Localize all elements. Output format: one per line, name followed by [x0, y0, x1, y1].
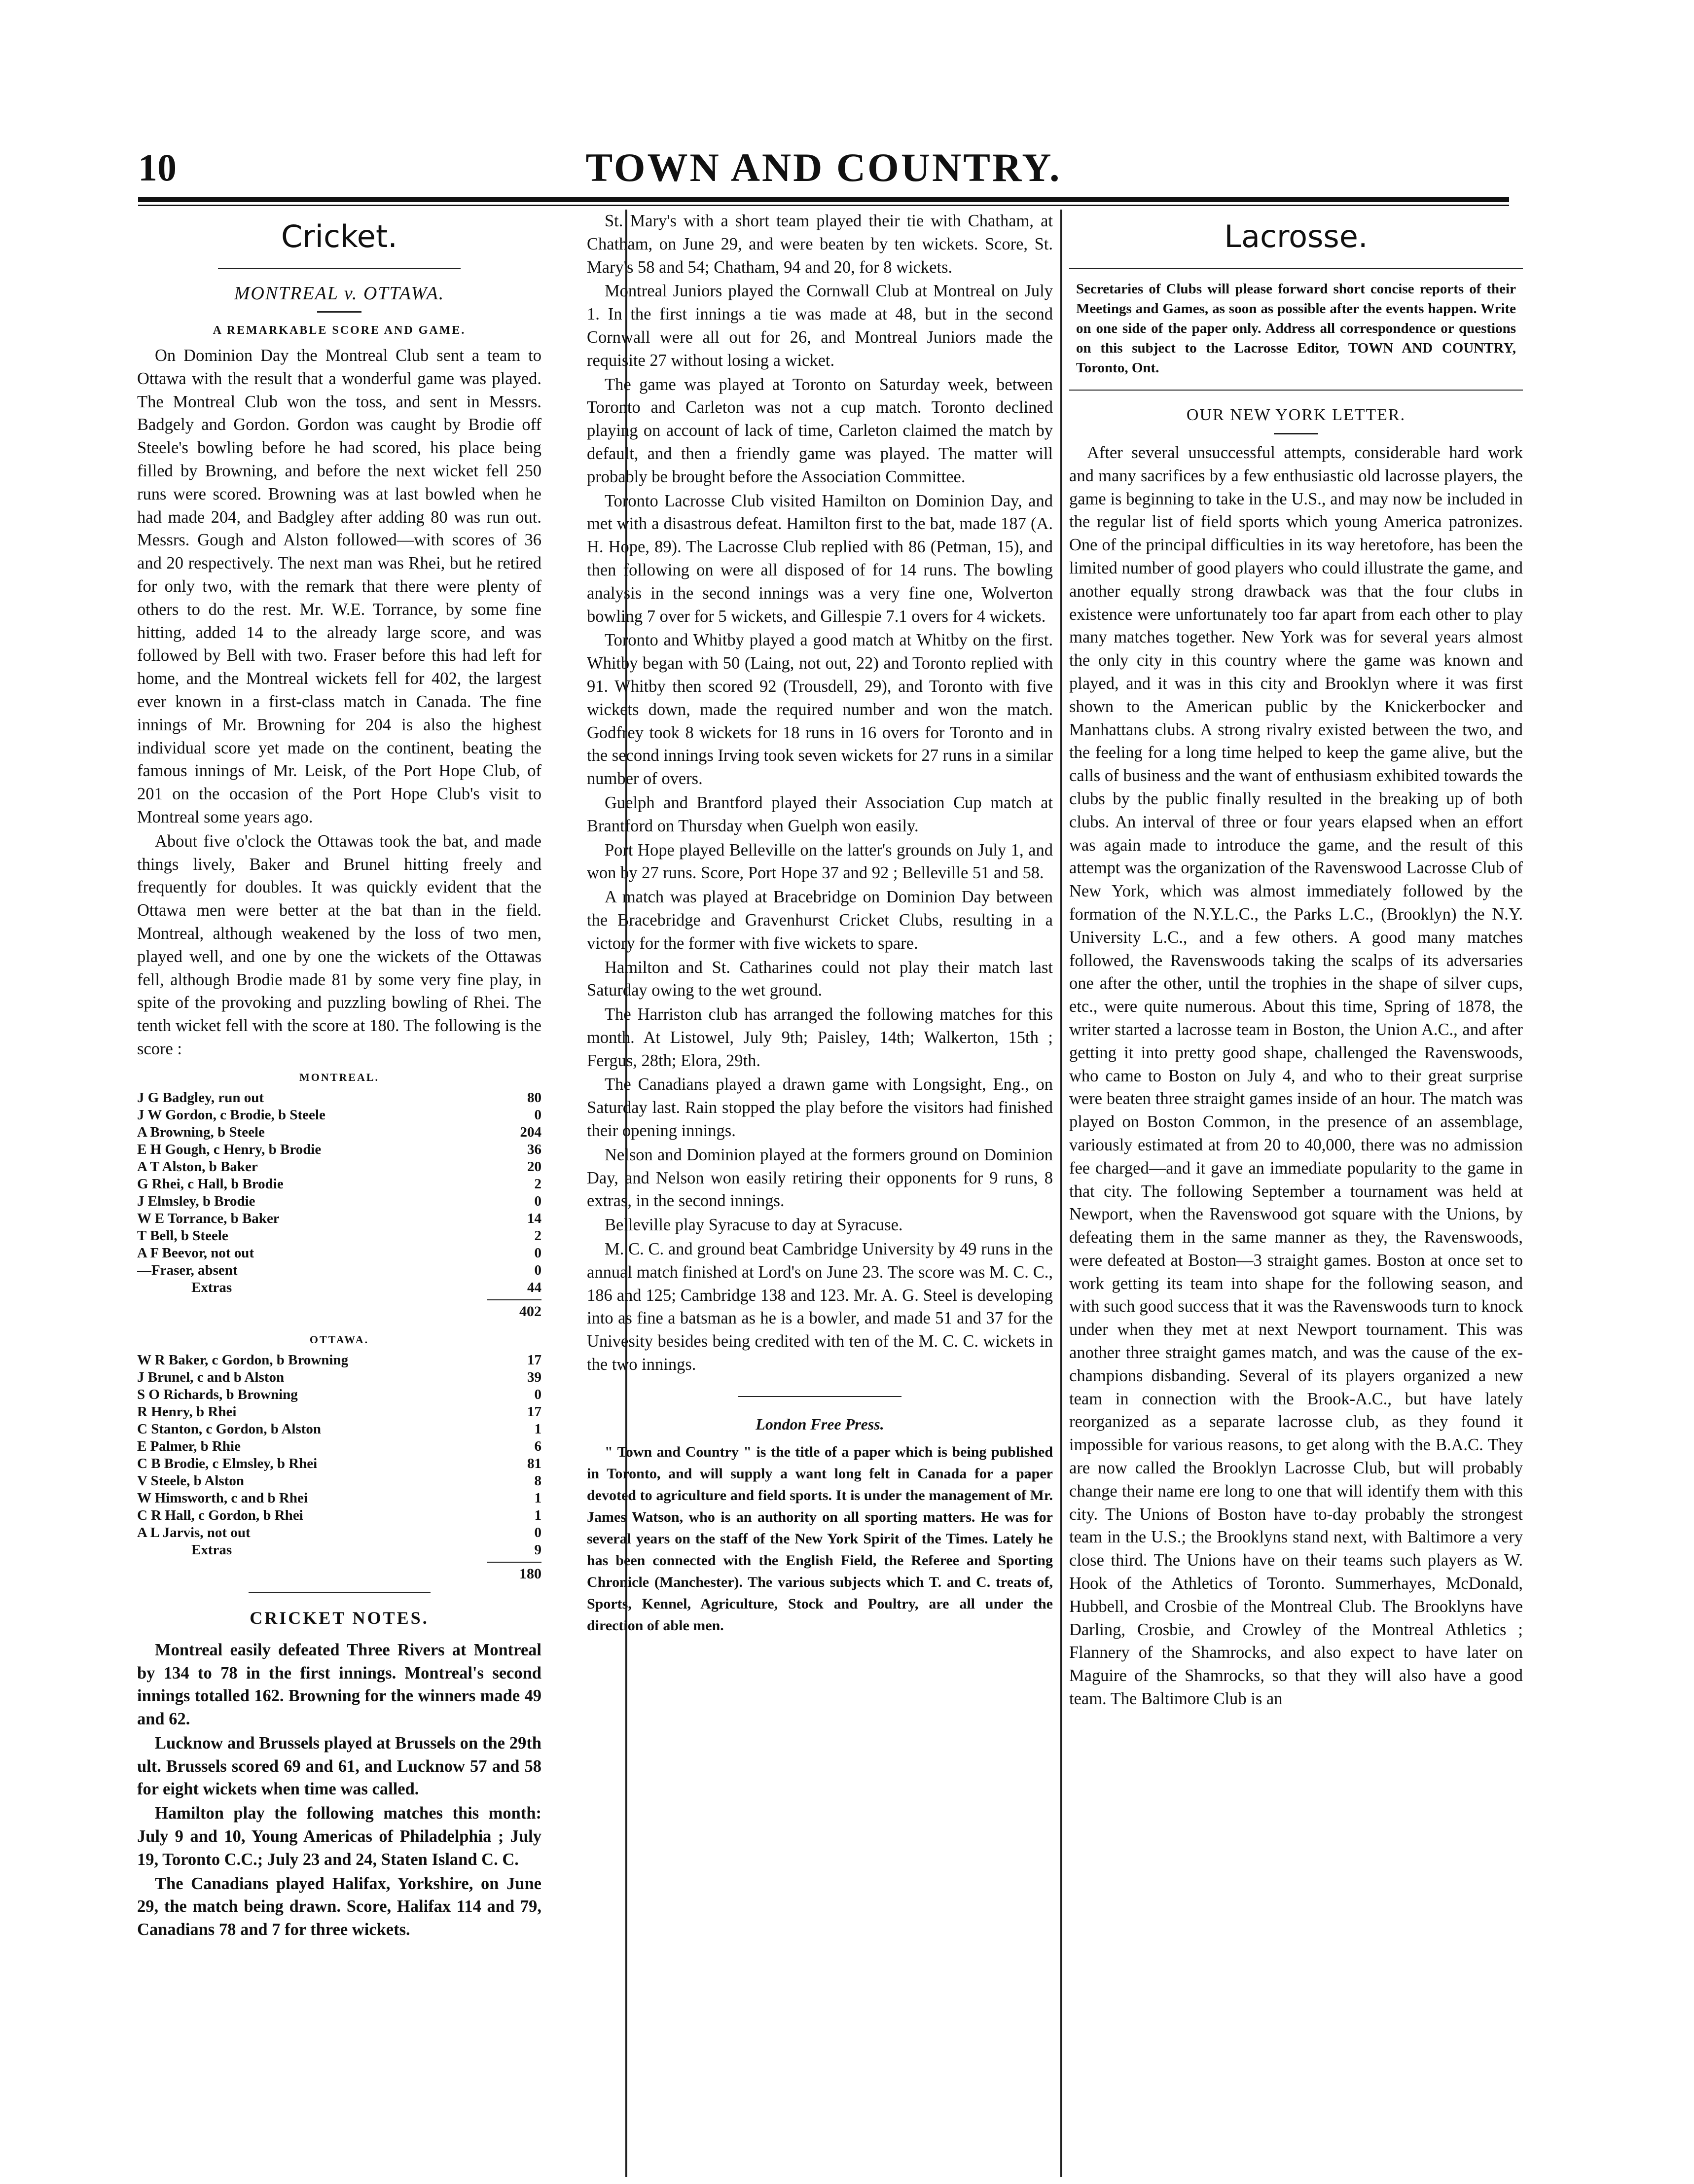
- score-row: C Stanton, c Gordon, b Alston 1: [137, 1421, 541, 1437]
- divider: [1069, 390, 1523, 391]
- paragraph: The Canadians played Halifax, Yorkshire, on June 29, the match being drawn. Score, Halifax 114 and 79, Canadians 78 and 7 for three wickets.: [137, 1874, 541, 1939]
- paragraph: The game was played at Toronto on Saturday week, between Toronto and Carleton was not a cup match. Toronto declined playing on account of lack of time, Carleton claimed the match by default, and then a friendly game was played. The matter will probably be brought before the Association Committee.: [587, 375, 1053, 486]
- column-lacrosse: [1069, 210, 1523, 2177]
- divider: [1274, 433, 1318, 434]
- page-header: [138, 141, 1509, 195]
- paragraph: Guelph and Brantford played their Association Cup match at Brantford on Thursday when Guelph won easily.: [587, 793, 1053, 835]
- paragraph: M. C. C. and ground beat Cambridge University by 49 runs in the annual match finished at Lord's on June 23. The score was M. C. C., 186 and 125; Cambridge 138 and 123. Mr. A. G. Steel is developing into as fine a batsman as he is a bowler, and made 51 and 37 for the Univesity besides being credited with ten of the M. C. C. wickets in the two innings.: [587, 1240, 1053, 1374]
- score-total: 402: [487, 1299, 541, 1323]
- column-cricket: [137, 210, 541, 2177]
- column-cricket-continued: [587, 210, 1053, 2177]
- paragraph: " Town and Country " is the title of a paper which is being published in Toronto, and will supply a want long felt in Canada for a paper devoted to agriculture and field sports. It is under the management of Mr. James Watson, who is an authority on all sporting matters. He was for several years on the staff of the New York Spirit of the Times. Lately he has been connected with the English Field, the Referee and Sporting Chronicle (Manchester). The various subjects which T. and C. treats of, Sports, Kennel, Agriculture, Stock and Poultry, are all under the direction of able men.: [587, 1443, 1053, 1634]
- header-rule-thin: [138, 205, 1509, 206]
- score-row: R Henry, b Rhei 17: [137, 1403, 541, 1420]
- section-title-cricket: Cricket.: [281, 218, 397, 254]
- score-row: J Elmsley, b Brodie 0: [137, 1193, 541, 1209]
- score-row: A F Beevor, not out 0: [137, 1245, 541, 1261]
- article-body: [137, 344, 541, 1061]
- score-row: J Brunel, c and b Alston 39: [137, 1369, 541, 1385]
- column-rule: [1060, 210, 1062, 2177]
- score-row: T Bell, b Steele 2: [137, 1227, 541, 1244]
- masthead: TOWN AND COUNTRY.: [585, 145, 1062, 190]
- editor-notice: Secretaries of Clubs will please forward short concise reports of their Meetings and Games, as soon as possible after the events happen. Write on one side of the paper only. Address all correspondence or questions on this subject to the Lacrosse Editor, TOWN AND COUNTRY, Toronto, Ont.: [1076, 281, 1516, 376]
- paragraph: Montreal easily defeated Three Rivers at Montreal by 134 to 78 in the first innings. Montreal's second innings totalled 162. Browning for the winners made 49 and 62.: [137, 1640, 541, 1729]
- paragraph: The Canadians played a drawn game with Longsight, Eng., on Saturday last. Rain stopped the play before the visitors had finished their opening innings.: [587, 1075, 1053, 1141]
- scorecard-team-label: MONTREAL.: [299, 1071, 380, 1083]
- score-row: W E Torrance, b Baker 14: [137, 1210, 541, 1226]
- score-row: W R Baker, c Gordon, b Browning 17: [137, 1352, 541, 1368]
- score-row: S O Richards, b Browning 0: [137, 1386, 541, 1402]
- article-subtitle: A REMARKABLE SCORE AND GAME.: [213, 324, 466, 337]
- paragraph: Nelson and Dominion played at the formers ground on Dominion Day, and Nelson won easily retiring their opponents for 9 runs, 8 extras, in the second innings.: [587, 1145, 1053, 1211]
- article-body-london-free-press: [587, 1441, 1053, 1637]
- score-row: G Rhei, c Hall, b Brodie 2: [137, 1176, 541, 1192]
- article-title: OUR NEW YORK LETTER.: [1186, 406, 1406, 424]
- article-body: [587, 210, 1053, 1376]
- article-title: MONTREAL v. OTTAWA.: [234, 283, 445, 304]
- section-title-lacrosse: Lacrosse.: [1224, 218, 1368, 254]
- score-row: A Browning, b Steele 204: [137, 1124, 541, 1140]
- paragraph: Toronto and Whitby played a good match at Whitby on the first. Whitby began with 50 (Laing, not out, 22) and Toronto replied with 91. Whitby then scored 92 (Trousdell, 29), and Toronto with five wickets down, made the required number and won the match. Godfrey took 8 wickets for 18 runs in 16 overs for Toronto and in the second innings Irving took seven wickets for 27 runs in a similar number of overs.: [587, 631, 1053, 788]
- score-row-extras: Extras 44: [191, 1279, 541, 1295]
- page-number: 10: [138, 146, 177, 189]
- score-row: C R Hall, c Gordon, b Rhei 1: [137, 1507, 541, 1523]
- divider: [317, 311, 361, 313]
- score-total: 180: [487, 1562, 541, 1585]
- paragraph: Lucknow and Brussels played at Brussels on the 29th ult. Brussels scored 69 and 61, and Lucknow 57 and 58 for eight wickets when time was called.: [137, 1733, 541, 1799]
- scorecard-team-label: OTTAWA.: [309, 1333, 369, 1346]
- paragraph: The Harriston club has arranged the following matches for this month. At Listowel, July 9th; Paisley, 14th; Walkerton, 15th ; Fergus, 28th; Elora, 29th.: [587, 1005, 1053, 1070]
- divider: [738, 1396, 901, 1397]
- scorecard-ottawa: [137, 1352, 541, 1585]
- scorecard-montreal: [137, 1089, 541, 1323]
- divider: [1069, 268, 1523, 269]
- score-row: J W Gordon, c Brodie, b Steele 0: [137, 1107, 541, 1123]
- score-row: C B Brodie, c Elmsley, b Rhei 81: [137, 1455, 541, 1471]
- header-rule: [138, 197, 1509, 202]
- paragraph: A match was played at Bracebridge on Dominion Day between the Bracebridge and Gravenhurst Cricket Clubs, resulting in a victory for the former with five wickets to spare.: [587, 888, 1053, 953]
- score-row: V Steele, b Alston 8: [137, 1472, 541, 1489]
- score-row-extras: Extras 9: [191, 1541, 541, 1558]
- paragraph: Belleville play Syracuse to day at Syracuse.: [605, 1216, 903, 1235]
- divider: [218, 268, 461, 269]
- score-row: A L Jarvis, not out 0: [137, 1524, 541, 1540]
- paragraph: Toronto Lacrosse Club visited Hamilton on Dominion Day, and met with a disastrous defeat. Hamilton first to the bat, made 187 (A. H. Hope, 89). The Lacrosse Club replied with 86 (Petman, 15), and then following on were all disposed of for 14 runs. The bowling analysis in the second innings was a very fine one, Wolverton bowling 7 over for 5 wickets, and Gillespie 7.1 overs for 4 wickets.: [587, 491, 1053, 626]
- paragraph: Montreal Juniors played the Cornwall Club at Montreal on July 1. In the first innings a tie was made at 48, but in the second Cornwall were all out for 26, and Montreal Juniors made the requisite 27 without losing a wicket.: [587, 282, 1053, 370]
- paragraph: Hamilton play the following matches this month: July 9 and 10, Young Americas of Philadelphia ; July 19, Toronto C.C.; July 23 and 24, Staten Island C. C.: [137, 1804, 541, 1869]
- article-title-london-free-press: London Free Press.: [756, 1415, 884, 1433]
- score-row: E H Gough, c Henry, b Brodie 36: [137, 1141, 541, 1157]
- paragraph: Port Hope played Belleville on the latter's grounds on July 1, and won by 27 runs. Score, Port Hope 37 and 92 ; Belleville 51 and 58.: [587, 840, 1053, 883]
- article-body: [1069, 441, 1523, 1711]
- cricket-notes: [137, 1639, 541, 1941]
- paragraph: After several unsuccessful attempts, considerable hard work and many sacrifices by a few enthusiastic old lacrosse players, the game is beginning to take in the U.S., and may now be included in the regular list of field sports which young America patronizes. One of the principal difficulties in its way heretofore, has been the limited number of good players who could illustrate the game, and another equally strong drawback was that the four clubs in existence were unfortunately too far apart from each other to play many matches together. New York was for several years almost the only city in this country where the game was known and played, and it was in this city and Brooklyn where it was first shown to the American public by the Knickerbocker and Manhattans clubs. A strong rivalry existed between the two, and the feeling for a long time helped to keep the game alive, but the calls of business and the want of enthusiasm exhibited towards the clubs by the public finally resulted in the breaking up of both clubs. An interval of three or four years elapsed when an effort was again made to introduce the game, and the result of this attempt was the organization of the Ravenswood Lacrosse Club of New York, which was almost immediately followed by the formation of the N.Y.L.C., the Parks L.C., (Brooklyn) the N.Y. University L.C., and a few others. A good many matches followed, the Ravenswoods taking the scalps of its adversaries one after the other, until the trophies in the shape of silver cups, etc., were quite numerous. About this time, Spring of 1878, the writer started a lacrosse team in Boston, the Union A.C., and after getting it into pretty good shape, challenged the Ravenswoods, who came to Boston on July 4, and who to their great surprise were beaten three straight games inside of an hour. The match was played on Boston Common, in the presence of an assemblage, variously estimated at from 20 to 40,000, there was no admission fee charged—and it gave an immediate popularity to the game in that city. The following September a tournament was held at Newport, when the Ravenswood got square with the Unions, by defeating them in the same manner as they, the Ravenswoods, were defeated at Boston—3 straight games. Boston at once set to work getting its team into shape for the following season, and with such good success that it was the Ravenswoods turn to knock under when they met at next Newport tournament. This was another three straight games match, and was the cause of the ex-champions disbanding. Several of its players organized a new team in connection with the Brook-A.C., but have lately reorganized as a separate lacrosse club, as they found it impossible for various reasons, to get along with the B.A.C. They are now called the Brooklyn Lacrosse Club, but will probably change their name ere long to one that will identify them with this city. The Unions of Boston have to-day probably the strongest team in the U.S.; the Brooklyns stand next, with Baltimore a very close third. The Unions have on their teams such players as W. Hook of the Athletics of Toronto. Summerhayes, McDonald, Hubbell, and Crosbie of the Montreal Club. The Brooklyns have Darling, Crosbie, and Crowley of the Montreal Athletics ; Flannery of the Shamrocks, and also expect to have later on Maguire of the Shamrocks, so that they will also have a good team. The Baltimore Club is an: [1069, 443, 1523, 1709]
- notes-title: CRICKET NOTES.: [250, 1608, 429, 1628]
- score-row: A T Alston, b Baker 20: [137, 1158, 541, 1175]
- paragraph: About five o'clock the Ottawas took the bat, and made things lively, Baker and Brunel hitting freely and frequently for doubles. It was quickly evident that the Ottawa men were better at the bat than in the field. Montreal, although weakened by the loss of two men, played well, and one by one the wickets of the Ottawas fell, although Brodie made 81 by some very fine play, in spite of the provoking and puzzling bowling of Rhei. The tenth wicket fell with the score at 180. The following is the score :: [137, 831, 541, 1058]
- paragraph: St. Mary's with a short team played their tie with Chatham, at Chatham, on June 29, and were beaten by ten wickets. Score, St. Mary's 58 and 54; Chatham, 94 and 20, for 8 wickets.: [587, 212, 1053, 277]
- score-row: —Fraser, absent 0: [137, 1262, 541, 1278]
- score-row: W Himsworth, c and b Rhei 1: [137, 1490, 541, 1506]
- score-row: J G Badgley, run out 80: [137, 1089, 541, 1106]
- score-row: E Palmer, b Rhie 6: [137, 1438, 541, 1454]
- paragraph: On Dominion Day the Montreal Club sent a team to Ottawa with the result that a wonderful game was played. The Montreal Club won the toss, and sent in Messrs. Badgely and Gordon. Gordon was caught by Brodie off Steele's bowling before he had scored, his place being filled by Browning, and before the next wicket fell 250 runs were scored. Browning was at last bowled when he had made 204, and Badgley after adding 80 was run out. Messrs. Gough and Alston followed—with scores of 36 and 20 respectively. The next man was Rhei, but he retired for only two, with the remark that there were plenty of others to do the rest. Mr. W.E. Torrance, by some fine hitting, added 14 to the already large score, and was followed by Bell with two. Fraser before this had left for home, and the Montreal wickets fell for 402, the largest ever known in a first-class match in Canada. The fine innings of Mr. Browning for 204 is also the highest individual score yet made on the continent, beating the famous innings of Mr. Leisk, of the Port Hope Club, of 201 on the occasion of the Port Hope Club's visit to Montreal some years ago.: [137, 346, 541, 826]
- paragraph: Hamilton and St. Catharines could not play their match last Saturday owing to the wet ground.: [587, 958, 1053, 1000]
- divider: [249, 1592, 431, 1593]
